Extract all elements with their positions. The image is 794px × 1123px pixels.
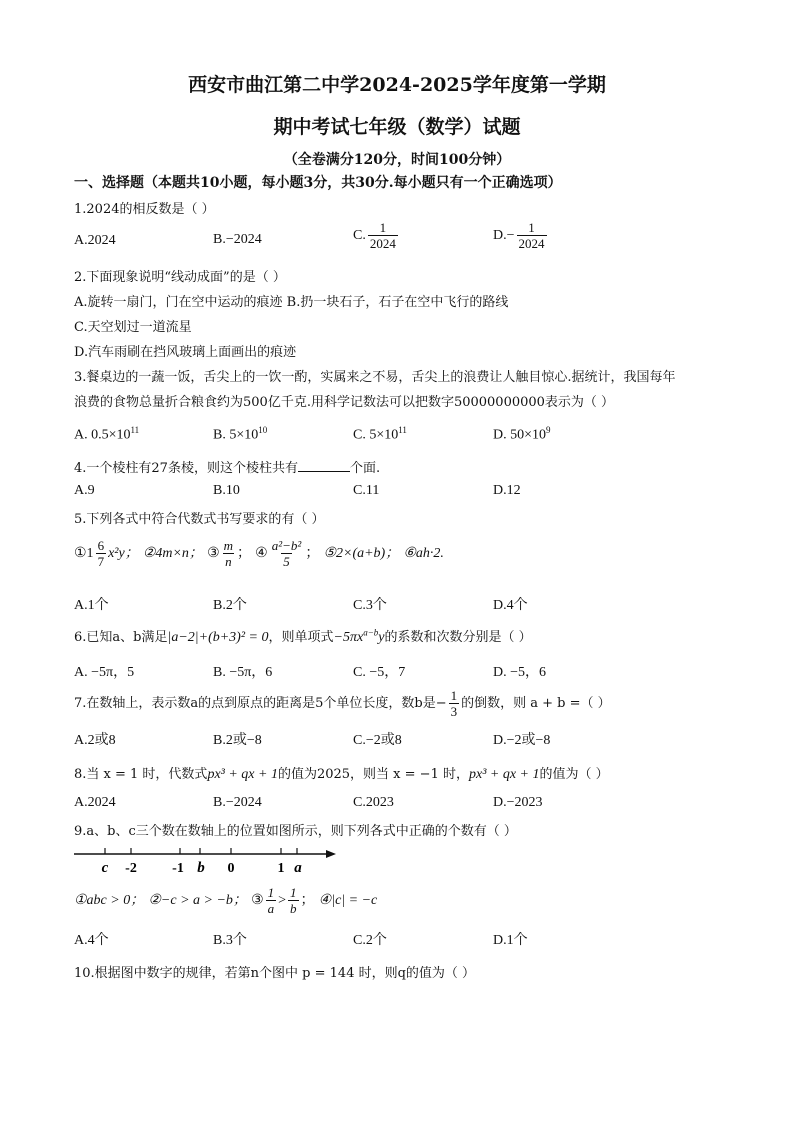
q9-option-c: C.2个 xyxy=(353,933,387,948)
axis-label-c: c xyxy=(101,860,109,876)
q7-option-b: B.2或−8 xyxy=(213,733,262,748)
expr-3-fraction xyxy=(222,538,235,569)
q3-option-c xyxy=(353,425,407,444)
expr-4-suffix: ； xyxy=(305,546,320,561)
fraction-numerator: 1 xyxy=(528,220,535,235)
statement-3-fraction-left xyxy=(266,885,277,916)
fraction-numerator: 1 xyxy=(379,220,387,235)
expr-6: ⑥ah·2. xyxy=(403,546,444,561)
equation: |a−2|+(b+3)² = 0 xyxy=(167,630,269,645)
expr-5: ⑤2×(a+b)； xyxy=(323,546,400,561)
stem-text: 7.在数轴上，表示数a的点到原点的距离是5个单位长度，数b是− xyxy=(74,696,447,711)
expr-1-prefix: ①1 xyxy=(74,546,94,561)
number-line-figure xyxy=(70,842,340,878)
expr-1-fraction xyxy=(96,538,107,569)
q9-statements xyxy=(74,885,377,916)
q2-option-c: C.天空划过一道流星 xyxy=(74,320,192,335)
fraction-denominator: 2024 xyxy=(518,236,545,251)
q8-option-a: A.2024 xyxy=(74,795,116,810)
exponent: 11 xyxy=(398,425,407,435)
question-10-stem: 10.根据图中数字的规律，若第n个图中 p = 144 时，则q的值为（ ） xyxy=(74,966,476,981)
q4-option-d: D.12 xyxy=(493,483,521,498)
fraction-numerator: 1 xyxy=(450,688,458,703)
question-1-stem: 1.2024的相反数是（ ） xyxy=(74,202,215,217)
q3-option-b xyxy=(213,425,267,444)
exponent: 9 xyxy=(546,425,551,435)
stem-text: 4.一个棱柱有27条棱，则这个棱柱共有 xyxy=(74,461,298,476)
fraction-denominator: 2024 xyxy=(369,236,396,251)
expr-4-prefix: ④ xyxy=(255,546,268,561)
q9-option-d: D.1个 xyxy=(493,933,528,948)
monomial xyxy=(333,627,385,645)
stem-text: 的倒数，则 a + b =（ ） xyxy=(461,696,611,711)
axis-label-a: a xyxy=(294,860,302,876)
fraction-denominator: a xyxy=(267,901,275,916)
statement-2: ②−c > a > −b； xyxy=(148,893,247,908)
q1-option-d-prefix: D.− xyxy=(493,228,515,243)
q3-option-d xyxy=(493,425,551,444)
exponent: 11 xyxy=(130,425,140,435)
fraction-numerator: 1 xyxy=(267,885,275,900)
q7-fraction xyxy=(449,688,460,719)
suffix: y xyxy=(378,630,385,645)
exam-subtitle: 期中考试七年级（数学）试题 xyxy=(273,116,521,138)
q4-option-b: B.10 xyxy=(213,483,240,498)
fraction-denominator: n xyxy=(225,554,232,569)
axis-label-neg1: -1 xyxy=(172,861,184,876)
q1-option-d-fraction xyxy=(517,220,547,251)
expr-3-prefix: ③ xyxy=(207,546,220,561)
exam-note: （全卷满分120分，时间100分钟） xyxy=(283,152,511,168)
base: C. 5×10 xyxy=(353,427,399,443)
expr-1-suffix: x²y； xyxy=(108,546,139,561)
question-7-stem xyxy=(74,688,611,719)
stem-text: ，则单项式 xyxy=(268,630,334,645)
q1-option-c-prefix: C. xyxy=(353,228,366,243)
stem-text: 个面. xyxy=(349,461,381,476)
q2-option-ab: A.旋转一扇门，门在空中运动的痕迹 B.扔一块石子，石子在空中飞行的路线 xyxy=(74,295,509,310)
q5-option-a: A.1个 xyxy=(74,598,109,613)
expr-2: ②4m×n； xyxy=(142,546,203,561)
q1-option-c-fraction xyxy=(368,220,398,251)
q7-option-c: C.−2或8 xyxy=(353,733,402,748)
stem-text: 的系数和次数分别是（ ） xyxy=(384,630,532,645)
q9-option-a: A.4个 xyxy=(74,933,109,948)
base: A. 0.5×10 xyxy=(74,427,131,443)
statement-3-fraction-right xyxy=(288,885,299,916)
q8-option-b: B.−2024 xyxy=(213,795,262,810)
greater-than: > xyxy=(278,893,287,908)
question-5-stem: 5.下列各式中符合代数式书写要求的有（ ） xyxy=(74,512,325,527)
fraction-numerator: 1 xyxy=(290,885,297,900)
fraction-numerator: 6 xyxy=(97,538,105,553)
arrow-head-icon xyxy=(326,850,336,858)
q9-option-b: B.3个 xyxy=(213,933,247,948)
q6-option-b: B. −5π，6 xyxy=(213,665,273,680)
q5-expressions xyxy=(74,538,444,569)
expr-3-suffix: ； xyxy=(237,546,252,561)
axis-label-0: 0 xyxy=(227,861,235,876)
q4-option-a: A.9 xyxy=(74,483,95,498)
q5-option-b: B.2个 xyxy=(213,598,247,613)
axis-label-1: 1 xyxy=(277,861,285,876)
fraction-denominator: 7 xyxy=(97,554,105,569)
statement-1: ①abc > 0； xyxy=(74,893,145,908)
q6-option-c: C. −5，7 xyxy=(353,665,406,680)
stem-text: 6.已知a、b满足 xyxy=(74,630,168,645)
expression: px³ + qx + 1 xyxy=(207,767,278,782)
question-3-stem-line1: 3.餐桌边的一蔬一饭，舌尖上的一饮一酌，实属来之不易，舌尖上的浪费让人触目惊心.据统计，我国每年 xyxy=(74,370,676,385)
base: −5πx xyxy=(333,630,364,645)
q1-option-a: A.2024 xyxy=(74,233,116,248)
question-6-stem xyxy=(74,626,532,646)
statement-3-prefix: ③ xyxy=(251,893,264,908)
q6-option-a: A. −5π，5 xyxy=(74,665,135,680)
q1-option-d xyxy=(493,220,549,251)
fraction-denominator: b xyxy=(290,901,297,916)
q7-option-d: D.−2或−8 xyxy=(493,733,551,748)
stem-text: 的值为（ ） xyxy=(539,767,609,782)
q1-option-b: B.−2024 xyxy=(213,232,262,247)
question-9-stem: 9.a、b、c三个数在数轴上的位置如图所示，则下列各式中正确的个数有（ ） xyxy=(74,824,517,839)
stem-text: 8.当 x = 1 时，代数式 xyxy=(74,767,208,782)
question-3-stem-line2: 浪费的食物总量折合粮食约为500亿千克.用科学记数法可以把数字50000000000表示为（ ） xyxy=(74,395,615,410)
answer-blank xyxy=(298,459,350,472)
q4-option-c: C.11 xyxy=(353,483,380,498)
statement-3-suffix: ； xyxy=(300,893,315,908)
expr-4-fraction xyxy=(270,538,304,569)
q1-option-c xyxy=(353,220,400,251)
fraction-denominator: 5 xyxy=(283,554,290,569)
question-8-stem xyxy=(74,763,609,783)
exponent: a−b xyxy=(363,627,379,638)
section-heading: 一、选择题（本题共10小题，每小题3分，共30分.每小题只有一个正确选项） xyxy=(74,175,562,191)
q5-option-d: D.4个 xyxy=(493,598,528,613)
base: D. 50×10 xyxy=(493,427,547,443)
q7-option-a: A.2或8 xyxy=(74,733,116,748)
exam-title: 西安市曲江第二中学2024-2025学年度第一学期 xyxy=(188,74,606,96)
axis-label-b: b xyxy=(197,860,205,876)
fraction-numerator: m xyxy=(223,538,234,553)
question-2-stem: 2.下面现象说明“线动成面”的是（ ） xyxy=(74,270,286,285)
q6-option-d: D. −5，6 xyxy=(493,665,547,680)
fraction-numerator: a²−b² xyxy=(271,538,302,553)
q5-option-c: C.3个 xyxy=(353,598,387,613)
q8-option-d: D.−2023 xyxy=(493,795,543,810)
question-4-stem xyxy=(74,457,380,476)
exponent: 10 xyxy=(258,425,268,435)
statement-4: ④|c| = −c xyxy=(318,893,378,908)
axis-label-neg2: -2 xyxy=(125,861,137,876)
q8-option-c: C.2023 xyxy=(353,795,394,810)
expression: px³ + qx + 1 xyxy=(468,767,540,782)
q3-option-a xyxy=(74,425,139,444)
fraction-denominator: 3 xyxy=(450,704,458,719)
base: B. 5×10 xyxy=(213,427,259,443)
stem-text: 的值为2025，则当 x = −1 时， xyxy=(277,767,469,782)
q2-option-d: D.汽车雨刷在挡风玻璃上面画出的痕迹 xyxy=(74,345,297,360)
